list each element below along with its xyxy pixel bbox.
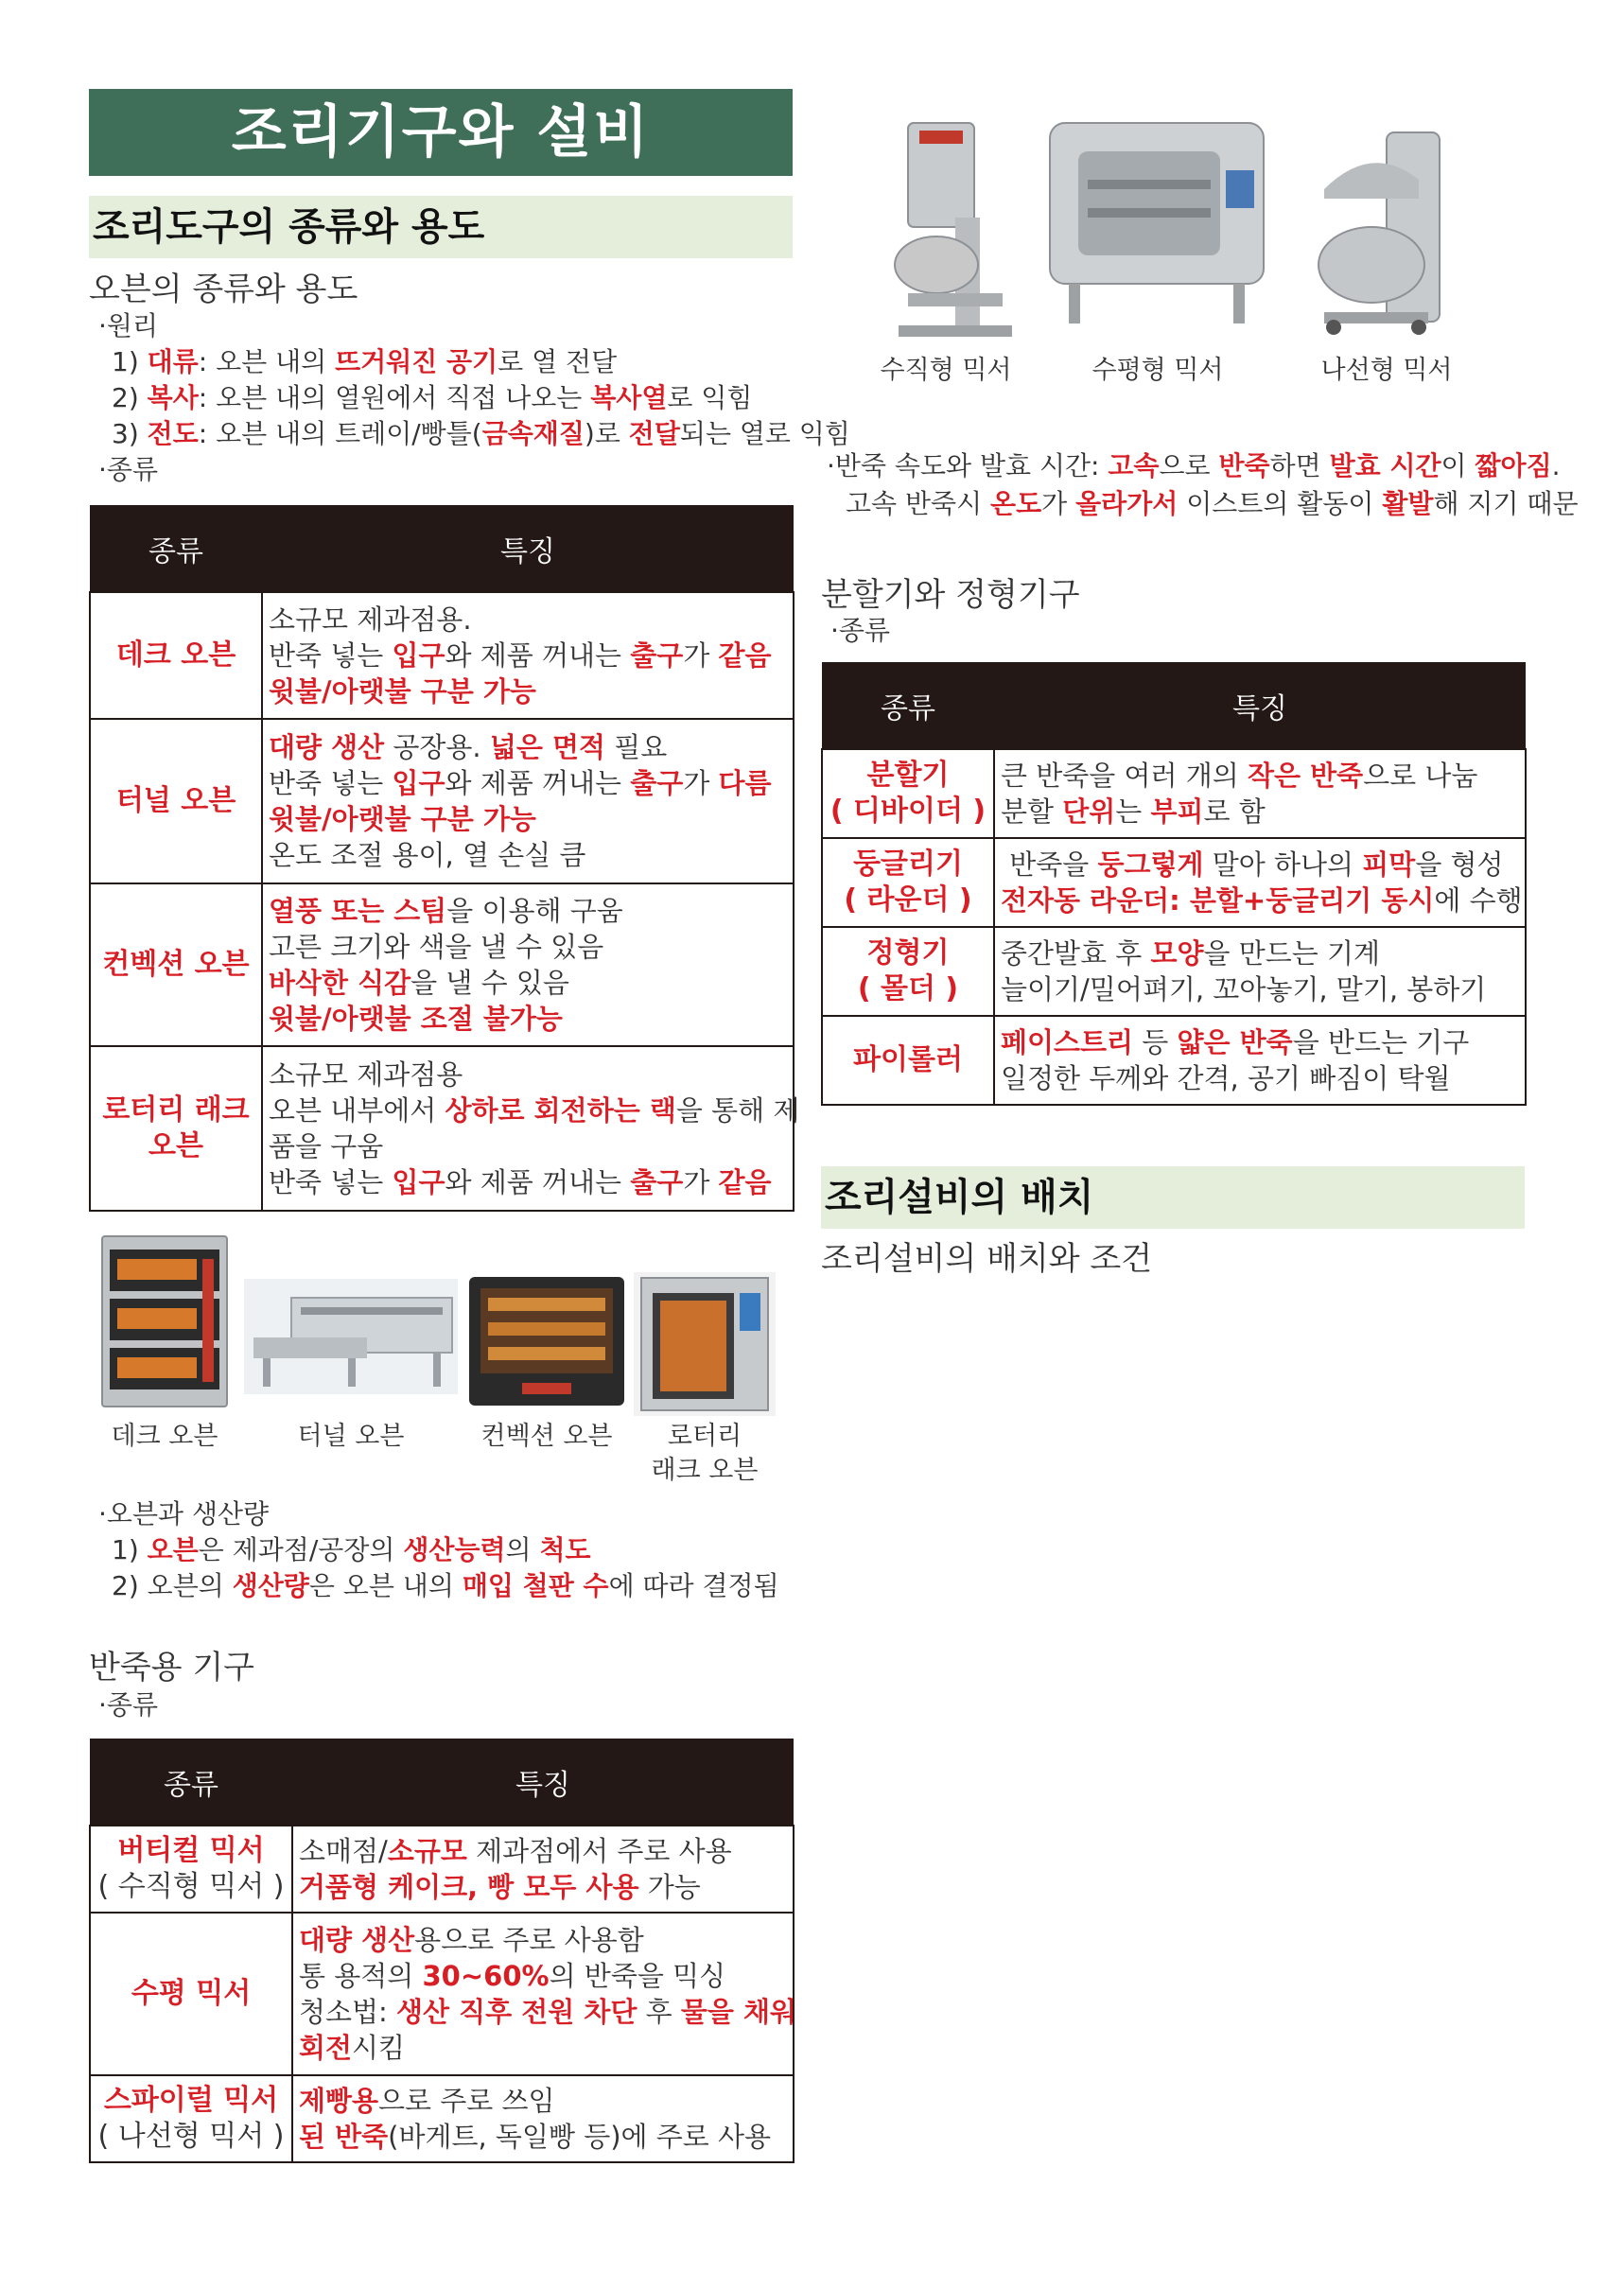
table-row xyxy=(822,927,1526,1016)
divider-features: 큰 반죽을 여러 개의 작은 반죽으로 나눔 분할 단위는 부피로 함 xyxy=(994,749,1526,838)
oven-name: 데크 오븐 xyxy=(90,592,262,719)
rotary-rack-oven-image xyxy=(634,1272,776,1416)
section-title-tools: 조리도구의 종류와 용도 xyxy=(89,196,793,258)
tunnel-oven-image xyxy=(244,1279,458,1394)
divider-features: 반죽을 둥그렇게 말아 하나의 피막을 형성 전자동 라운더: 분할+둥글리기 동시에 수행 xyxy=(994,838,1526,927)
convection-oven-image xyxy=(467,1275,626,1407)
horizontal-mixer-image xyxy=(1040,114,1273,331)
oven-name: 터널 오븐 xyxy=(90,719,262,883)
capacity-label: ·오븐과 생산량 xyxy=(98,1498,270,1529)
table-header: 종류 xyxy=(90,505,262,592)
vertical-mixer-image xyxy=(870,114,1022,341)
table-row xyxy=(90,883,794,1046)
table-row xyxy=(90,1046,794,1211)
layout-heading: 조리설비의 배치와 조건 xyxy=(821,1240,1153,1278)
mixer-features: 소매점/소규모 제과점에서 주로 사용 거품형 케이크, 빵 모두 사용 가능 xyxy=(292,1826,794,1913)
photo-caption: 나선형 믹서 xyxy=(1320,356,1453,385)
photo-caption: 수직형 믹서 xyxy=(880,356,1012,385)
principle-label: ·원리 xyxy=(98,310,158,341)
oven-heading: 오븐의 종류와 용도 xyxy=(89,271,358,308)
divider-name: 파이롤러 xyxy=(822,1016,994,1105)
table-row xyxy=(822,749,1526,838)
mixer-name: 버티컬 믹서 ( 수직형 믹서 ) xyxy=(90,1826,292,1913)
principle-1: 1) 대류: 오븐 내의 뜨거워진 공기로 열 전달 xyxy=(112,346,618,377)
oven-table xyxy=(89,505,800,1212)
divider-name: 분할기 ( 디바이더 ) xyxy=(822,749,994,838)
table-header: 종류 xyxy=(822,662,994,749)
table-header: 특징 xyxy=(262,505,794,592)
oven-name: 컨벡션 오븐 xyxy=(90,883,262,1046)
table-row xyxy=(90,2075,794,2162)
oven-features: 열풍 또는 스팀을 이용해 구움 고른 크기와 색을 낼 수 있음 바삭한 식감을 낼 수 있음 윗불/아랫불 조절 불가능 xyxy=(262,883,794,1046)
mixer-features: 대량 생산용으로 주로 사용함 통 용적의 30~60%의 반죽을 믹싱 청소법: 생산 직후 전원 차단 후 물을 채워 회전시킴 xyxy=(292,1913,794,2075)
photo-caption: 터널 오븐 xyxy=(297,1422,405,1451)
principle-2: 2) 복사: 오븐 내의 열원에서 직접 나오는 복사열로 익힘 xyxy=(112,382,753,413)
divider-type-label: ·종류 xyxy=(830,615,890,646)
table-row xyxy=(90,592,794,719)
divider-heading: 분할기와 정형기구 xyxy=(821,576,1080,614)
divider-name: 둥글리기 ( 라운더 ) xyxy=(822,838,994,927)
page-title: 조리기구와 설비 xyxy=(89,89,793,176)
spiral-mixer-image xyxy=(1305,123,1447,337)
mixer-type-label: ·종류 xyxy=(98,1689,158,1721)
photo-caption: 데크 오븐 xyxy=(111,1422,218,1451)
mixer-table xyxy=(89,1739,795,2163)
table-row xyxy=(822,838,1526,927)
oven-name: 로터리 래크 오븐 xyxy=(90,1046,262,1211)
mixer-features: 제빵용으로 주로 쓰임 된 반죽(바게트, 독일빵 등)에 주로 사용 xyxy=(292,2075,794,2162)
table-row xyxy=(90,1913,794,2075)
photo-caption: 로터리 래크 오븐 xyxy=(651,1422,759,1485)
divider-features: 페이스트리 등 얇은 반죽을 반드는 기구 일정한 두께와 간격, 공기 빠짐이 탁월 xyxy=(994,1016,1526,1105)
mixer-name: 스파이럴 믹서 ( 나선형 믹서 ) xyxy=(90,2075,292,2162)
table-row xyxy=(822,1016,1526,1105)
table-row xyxy=(90,719,794,883)
mixer-note-2: 고속 반죽시 온도가 올라가서 이스트의 활동이 활발해 지기 때문 xyxy=(846,488,1579,519)
oven-features: 소규모 제과점용 오븐 내부에서 상하로 회전하는 랙을 통해 제 품을 구움 반죽 넣는 입구와 제품 꺼내는 출구가 같음 xyxy=(262,1046,794,1211)
table-header: 특징 xyxy=(292,1739,794,1826)
mixer-heading: 반죽용 기구 xyxy=(89,1649,255,1687)
oven-features: 소규모 제과점용. 반죽 넣는 입구와 제품 꺼내는 출구가 같음 윗불/아랫불 구분 가능 xyxy=(262,592,794,719)
capacity-1: 1) 오븐은 제과점/공장의 생산능력의 척도 xyxy=(112,1534,591,1565)
oven-features: 대량 생산 공장용. 넓은 면적 필요 반죽 넣는 입구와 제품 꺼내는 출구가 다름 윗불/아랫불 구분 가능 온도 조절 용이, 열 손실 큼 xyxy=(262,719,794,883)
oven-type-label: ·종류 xyxy=(98,454,158,485)
table-header: 특징 xyxy=(994,662,1526,749)
divider-name: 정형기 ( 몰더 ) xyxy=(822,927,994,1016)
principle-3: 3) 전도: 오븐 내의 트레이/빵틀(금속재질)로 전달되는 열로 익힘 xyxy=(112,418,850,449)
table-header: 종류 xyxy=(90,1739,292,1826)
mixer-name: 수평 믹서 xyxy=(90,1913,292,2075)
divider-features: 중간발효 후 모양을 만드는 기계 늘이기/밀어펴기, 꼬아놓기, 말기, 봉하기 xyxy=(994,927,1526,1016)
capacity-2: 2) 오븐의 생산량은 오븐 내의 매입 철판 수에 따라 결정됨 xyxy=(112,1570,779,1601)
table-row xyxy=(90,1826,794,1913)
photo-caption: 컨벡션 오븐 xyxy=(480,1422,613,1451)
deck-oven-image xyxy=(98,1232,231,1412)
section-title-layout: 조리설비의 배치 xyxy=(821,1166,1525,1229)
divider-table xyxy=(821,662,1527,1106)
mixer-note-1: ·반죽 속도와 발효 시간: 고속으로 반죽하면 발효 시간이 짧아짐. xyxy=(827,450,1561,481)
photo-caption: 수평형 믹서 xyxy=(1091,356,1224,385)
